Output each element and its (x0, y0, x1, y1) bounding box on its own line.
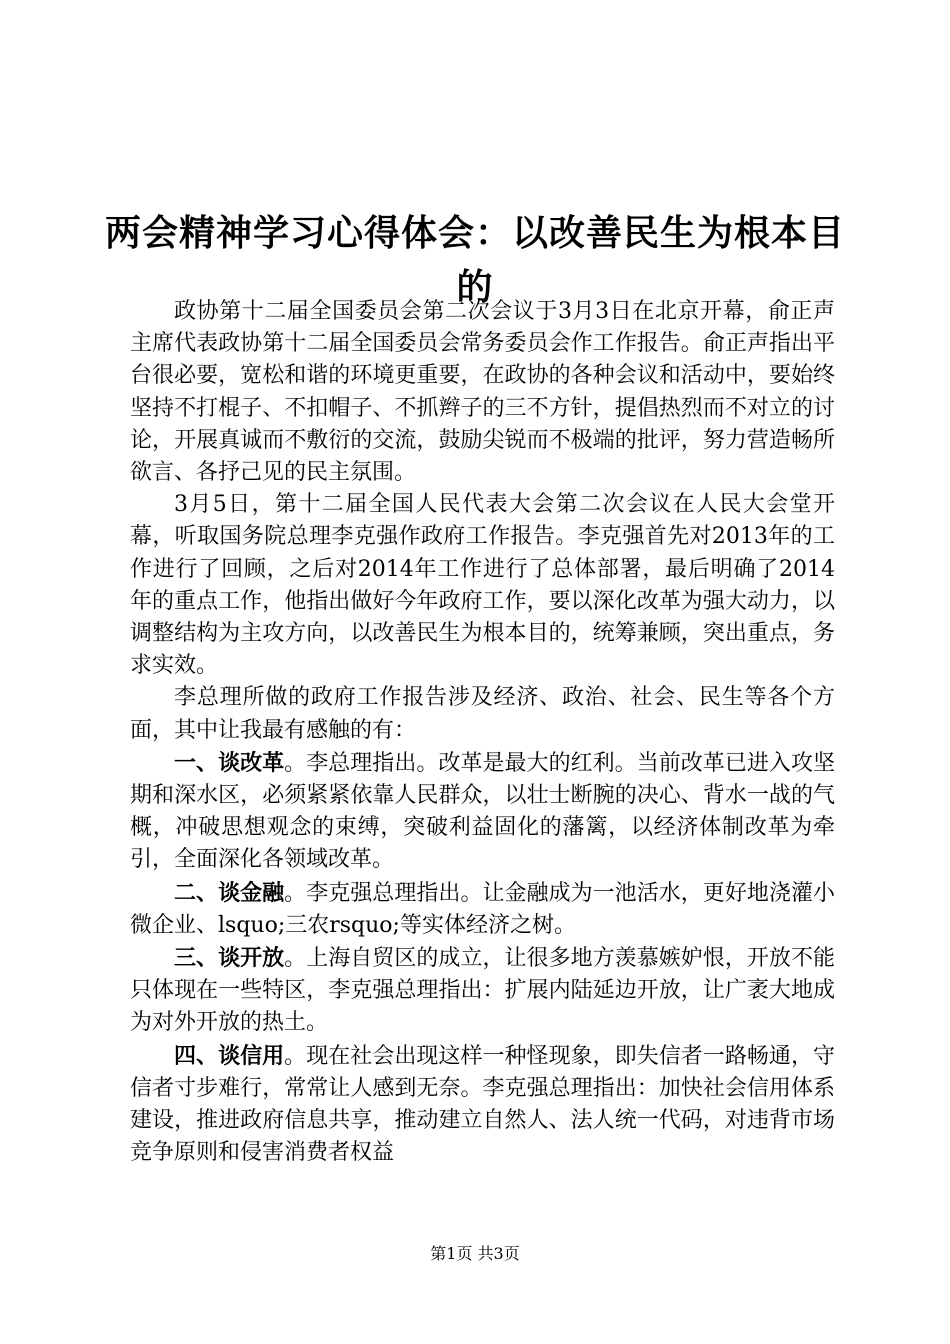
paragraph-text: 3月5日，第十二届全国人民代表大会第二次会议在人民大会堂开幕，听取国务院总理李克强作政府工作报告。李克强首先对2013年的工作进行了回顾，之后对2014年工作进行了总体部署，最后明确了2014年的重点工作，他指出做好今年政府工作，要以深化改革为强大动力，以调整结构为主攻方向，以改善民生为根本目的，统筹兼顾，突出重点，务求实效。 (130, 492, 835, 679)
document-title: 两会精神学习心得体会：以改善民生为根本目的 (104, 212, 845, 309)
section-heading-opening-up: 三、谈开放 (174, 945, 285, 972)
paragraph-text: 李总理所做的政府工作报告涉及经济、政治、社会、民生等各个方面，其中让我最有感触的有： (130, 685, 835, 743)
page-number: 第1页 共3页 (430, 1244, 520, 1263)
section-heading-finance: 二、谈金融 (174, 879, 285, 906)
section-heading-credit: 四、谈信用 (174, 1042, 285, 1069)
paragraph-npc-opening (130, 489, 835, 682)
page-footer (0, 1244, 950, 1264)
paragraph-opening-up (130, 942, 835, 1040)
paragraph-text: 。李克强总理指出。让金融成为一池活水，更好地浇灌小微企业、lsquo;三农rsquo;等实体经济之树。 (130, 880, 835, 938)
document-body (130, 296, 835, 1169)
paragraph-reform (130, 747, 835, 877)
paragraph-credit (130, 1040, 835, 1170)
paragraph-text: 。李总理指出。改革是最大的红利。当前改革已进入攻坚期和深水区，必须紧紧依靠人民群众，以壮士断腕的决心、背水一战的气概，冲破思想观念的束缚，突破利益固化的藩篱，以经济体制改革为牵引，全面深化各领域改革。 (130, 750, 835, 873)
section-heading-reform: 一、谈改革 (174, 749, 285, 776)
paragraph-report-intro (130, 682, 835, 746)
paragraph-text: 政协第十二届全国委员会第二次会议于3月3日在北京开幕，俞正声主席代表政协第十二届全国委员会常务委员会作工作报告。俞正声指出平台很必要，宽松和谐的环境更重要，在政协的各种会议和活动中，要始终坚持不打棍子、不扣帽子、不抓辫子的三不方针，提倡热烈而不对立的讨论，开展真诚而不敷衍的交流，鼓励尖锐而不极端的批评，努力营造畅所欲言、各抒己见的民主氛围。 (130, 299, 835, 486)
paragraph-text: 。现在社会出现这样一种怪现象，即失信者一路畅通，守信者寸步难行，常常让人感到无奈。李克强总理指出：加快社会信用体系建设，推进政府信息共享，推动建立自然人、法人统一代码，对违背市场竞争原则和侵害消费者权益 (130, 1043, 835, 1166)
paragraph-finance (130, 877, 835, 942)
paragraph-text: 。上海自贸区的成立，让很多地方羡慕嫉妒恨，开放不能只体现在一些特区，李克强总理指出：扩展内陆延边开放，让广袤大地成为对外开放的热土。 (130, 946, 835, 1036)
paragraph-cppcc-opening (130, 296, 835, 489)
